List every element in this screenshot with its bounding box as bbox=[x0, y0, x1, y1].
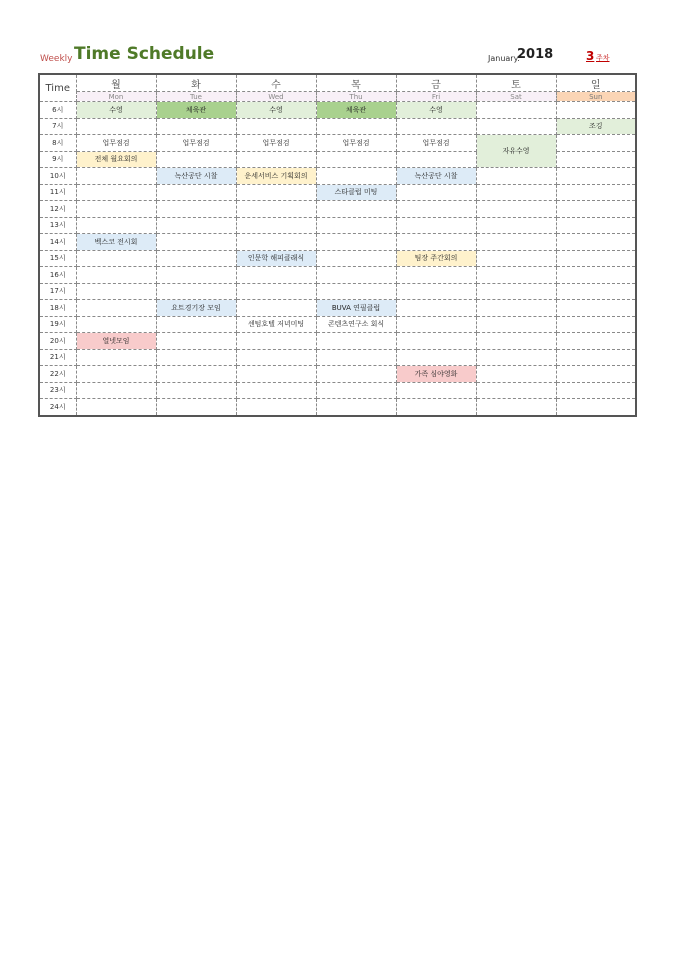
empty-cell[interactable] bbox=[556, 399, 636, 416]
day-eng-mon: Mon bbox=[76, 92, 156, 102]
event-cell[interactable]: 업무점검 bbox=[76, 135, 156, 152]
day-eng-sat: Sat bbox=[476, 92, 556, 102]
empty-cell[interactable] bbox=[556, 135, 636, 152]
event-cell[interactable]: 수영 bbox=[396, 102, 476, 119]
empty-cell[interactable] bbox=[236, 118, 316, 135]
event-cell[interactable]: 인문학 해피클래식 bbox=[236, 250, 316, 267]
time-row bbox=[39, 234, 636, 251]
day-kor-thu: 목 bbox=[316, 74, 396, 92]
empty-cell[interactable] bbox=[236, 151, 316, 168]
empty-cell[interactable] bbox=[76, 283, 156, 300]
empty-cell[interactable] bbox=[556, 217, 636, 234]
empty-cell[interactable] bbox=[156, 217, 236, 234]
event-cell[interactable]: 녹산공단 시찰 bbox=[396, 168, 476, 185]
time-label: 6시 bbox=[39, 102, 76, 119]
empty-cell[interactable] bbox=[396, 201, 476, 218]
empty-cell[interactable] bbox=[236, 399, 316, 416]
empty-cell[interactable] bbox=[476, 234, 556, 251]
empty-cell[interactable] bbox=[316, 118, 396, 135]
empty-cell[interactable] bbox=[396, 151, 476, 168]
empty-cell[interactable] bbox=[156, 283, 236, 300]
empty-cell[interactable] bbox=[156, 118, 236, 135]
event-cell[interactable]: 열넷모임 bbox=[76, 333, 156, 350]
empty-cell[interactable] bbox=[396, 333, 476, 350]
empty-cell[interactable] bbox=[476, 316, 556, 333]
empty-cell[interactable] bbox=[476, 366, 556, 383]
empty-cell[interactable] bbox=[556, 234, 636, 251]
time-label: 9시 bbox=[39, 151, 76, 168]
empty-cell[interactable] bbox=[236, 382, 316, 399]
empty-cell[interactable] bbox=[556, 168, 636, 185]
day-kor-sun: 일 bbox=[556, 74, 636, 92]
empty-cell[interactable] bbox=[316, 250, 396, 267]
event-cell[interactable]: 벡스코 전시회 bbox=[76, 234, 156, 251]
empty-cell[interactable] bbox=[76, 217, 156, 234]
day-kor-tue: 화 bbox=[156, 74, 236, 92]
event-cell[interactable]: 체육관 bbox=[316, 102, 396, 119]
empty-cell[interactable] bbox=[476, 250, 556, 267]
empty-cell[interactable] bbox=[76, 316, 156, 333]
weekly-schedule-table bbox=[38, 73, 637, 417]
time-row bbox=[39, 316, 636, 333]
day-kor-fri: 금 bbox=[396, 74, 476, 92]
empty-cell[interactable] bbox=[236, 283, 316, 300]
time-row bbox=[39, 118, 636, 135]
empty-cell[interactable] bbox=[396, 382, 476, 399]
event-cell[interactable]: 스타클럽 미팅 bbox=[316, 184, 396, 201]
time-label: 21시 bbox=[39, 349, 76, 366]
empty-cell[interactable] bbox=[236, 333, 316, 350]
empty-cell[interactable] bbox=[316, 349, 396, 366]
empty-cell[interactable] bbox=[156, 184, 236, 201]
event-cell[interactable]: 요트경기장 모임 bbox=[156, 300, 236, 317]
event-cell[interactable]: 콘텐츠연구소 회식 bbox=[316, 316, 396, 333]
empty-cell[interactable] bbox=[156, 250, 236, 267]
empty-cell[interactable] bbox=[316, 234, 396, 251]
empty-cell[interactable] bbox=[236, 217, 316, 234]
weekly-label: Weekly bbox=[40, 54, 73, 64]
empty-cell[interactable] bbox=[396, 217, 476, 234]
time-row bbox=[39, 283, 636, 300]
day-eng-row bbox=[39, 92, 636, 102]
empty-cell[interactable] bbox=[556, 283, 636, 300]
empty-cell[interactable] bbox=[76, 118, 156, 135]
time-label: 23시 bbox=[39, 382, 76, 399]
empty-cell[interactable] bbox=[396, 300, 476, 317]
time-label: 11시 bbox=[39, 184, 76, 201]
time-row bbox=[39, 300, 636, 317]
time-row bbox=[39, 382, 636, 399]
empty-cell[interactable] bbox=[76, 184, 156, 201]
empty-cell[interactable] bbox=[476, 217, 556, 234]
empty-cell[interactable] bbox=[476, 201, 556, 218]
time-row bbox=[39, 135, 636, 152]
day-eng-thu: Thu bbox=[316, 92, 396, 102]
month-label: January. bbox=[488, 54, 520, 63]
time-label: 16시 bbox=[39, 267, 76, 284]
empty-cell[interactable] bbox=[556, 349, 636, 366]
page-title: Time Schedule bbox=[74, 44, 215, 64]
time-header: Time bbox=[39, 74, 76, 102]
empty-cell[interactable] bbox=[476, 349, 556, 366]
time-label: 14시 bbox=[39, 234, 76, 251]
day-kor-sat: 토 bbox=[476, 74, 556, 92]
empty-cell[interactable] bbox=[76, 168, 156, 185]
empty-cell[interactable] bbox=[76, 349, 156, 366]
empty-cell[interactable] bbox=[316, 201, 396, 218]
empty-cell[interactable] bbox=[316, 267, 396, 284]
empty-cell[interactable] bbox=[76, 250, 156, 267]
time-row bbox=[39, 267, 636, 284]
time-label: 12시 bbox=[39, 201, 76, 218]
day-kor-wed: 수 bbox=[236, 74, 316, 92]
event-cell[interactable]: 업무점검 bbox=[156, 135, 236, 152]
event-cell[interactable]: 녹산공단 시찰 bbox=[156, 168, 236, 185]
empty-cell[interactable] bbox=[76, 300, 156, 317]
empty-cell[interactable] bbox=[316, 382, 396, 399]
empty-cell[interactable] bbox=[556, 382, 636, 399]
time-label: 7시 bbox=[39, 118, 76, 135]
week-number: 3 bbox=[586, 49, 595, 63]
empty-cell[interactable] bbox=[156, 399, 236, 416]
time-label: 17시 bbox=[39, 283, 76, 300]
empty-cell[interactable] bbox=[156, 316, 236, 333]
empty-cell[interactable] bbox=[236, 366, 316, 383]
empty-cell[interactable] bbox=[396, 267, 476, 284]
empty-cell[interactable] bbox=[236, 267, 316, 284]
event-cell[interactable]: 체육관 bbox=[156, 102, 236, 119]
empty-cell[interactable] bbox=[76, 366, 156, 383]
time-row bbox=[39, 184, 636, 201]
empty-cell[interactable] bbox=[476, 399, 556, 416]
empty-cell[interactable] bbox=[476, 283, 556, 300]
event-cell[interactable]: 조깅 bbox=[556, 118, 636, 135]
empty-cell[interactable] bbox=[556, 250, 636, 267]
empty-cell[interactable] bbox=[396, 349, 476, 366]
event-cell[interactable]: 가족 심야영화 bbox=[396, 366, 476, 383]
time-row bbox=[39, 217, 636, 234]
empty-cell[interactable] bbox=[236, 184, 316, 201]
time-label: 13시 bbox=[39, 217, 76, 234]
empty-cell[interactable] bbox=[476, 118, 556, 135]
event-cell[interactable]: 수영 bbox=[236, 102, 316, 119]
empty-cell[interactable] bbox=[76, 267, 156, 284]
week-suffix: 주차 bbox=[596, 54, 610, 62]
day-kor-mon: 월 bbox=[76, 74, 156, 92]
empty-cell[interactable] bbox=[476, 382, 556, 399]
time-row bbox=[39, 250, 636, 267]
time-label: 8시 bbox=[39, 135, 76, 152]
empty-cell[interactable] bbox=[556, 267, 636, 284]
time-label: 19시 bbox=[39, 316, 76, 333]
time-row bbox=[39, 366, 636, 383]
empty-cell[interactable] bbox=[476, 333, 556, 350]
empty-cell[interactable] bbox=[316, 399, 396, 416]
empty-cell[interactable] bbox=[476, 267, 556, 284]
empty-cell[interactable] bbox=[156, 333, 236, 350]
empty-cell[interactable] bbox=[156, 201, 236, 218]
empty-cell[interactable] bbox=[236, 349, 316, 366]
day-eng-sun: Sun bbox=[556, 92, 636, 102]
event-cell[interactable]: 자유수영 bbox=[476, 135, 556, 168]
time-row bbox=[39, 399, 636, 416]
event-cell[interactable]: 업무점검 bbox=[316, 135, 396, 152]
time-row bbox=[39, 102, 636, 119]
empty-cell[interactable] bbox=[556, 184, 636, 201]
event-cell[interactable]: 수영 bbox=[76, 102, 156, 119]
empty-cell[interactable] bbox=[396, 283, 476, 300]
empty-cell[interactable] bbox=[556, 102, 636, 119]
empty-cell[interactable] bbox=[156, 234, 236, 251]
time-label: 15시 bbox=[39, 250, 76, 267]
event-cell[interactable]: 운세서비스 기획회의 bbox=[236, 168, 316, 185]
event-cell[interactable]: 전체 월요회의 bbox=[76, 151, 156, 168]
empty-cell[interactable] bbox=[316, 366, 396, 383]
time-row bbox=[39, 201, 636, 218]
time-label: 24시 bbox=[39, 399, 76, 416]
empty-cell[interactable] bbox=[556, 201, 636, 218]
schedule-header bbox=[40, 44, 640, 70]
empty-cell[interactable] bbox=[556, 316, 636, 333]
event-cell[interactable]: 센텀호텔 저녁미팅 bbox=[236, 316, 316, 333]
empty-cell[interactable] bbox=[316, 151, 396, 168]
time-label: 22시 bbox=[39, 366, 76, 383]
time-row bbox=[39, 333, 636, 350]
event-cell[interactable]: 업무점검 bbox=[236, 135, 316, 152]
event-cell[interactable]: BUVA 연필클럽 bbox=[316, 300, 396, 317]
time-row bbox=[39, 168, 636, 185]
empty-cell[interactable] bbox=[156, 151, 236, 168]
empty-cell[interactable] bbox=[476, 102, 556, 119]
day-eng-wed: Wed bbox=[236, 92, 316, 102]
empty-cell[interactable] bbox=[316, 283, 396, 300]
empty-cell[interactable] bbox=[156, 349, 236, 366]
empty-cell[interactable] bbox=[236, 234, 316, 251]
empty-cell[interactable] bbox=[396, 316, 476, 333]
empty-cell[interactable] bbox=[316, 217, 396, 234]
event-cell[interactable]: 업무점검 bbox=[396, 135, 476, 152]
empty-cell[interactable] bbox=[396, 234, 476, 251]
empty-cell[interactable] bbox=[556, 300, 636, 317]
empty-cell[interactable] bbox=[396, 118, 476, 135]
empty-cell[interactable] bbox=[316, 333, 396, 350]
empty-cell[interactable] bbox=[236, 300, 316, 317]
empty-cell[interactable] bbox=[556, 151, 636, 168]
empty-cell[interactable] bbox=[476, 300, 556, 317]
time-label: 20시 bbox=[39, 333, 76, 350]
empty-cell[interactable] bbox=[316, 168, 396, 185]
event-cell[interactable]: 팀장 주간회의 bbox=[396, 250, 476, 267]
empty-cell[interactable] bbox=[396, 399, 476, 416]
empty-cell[interactable] bbox=[556, 333, 636, 350]
empty-cell[interactable] bbox=[156, 366, 236, 383]
empty-cell[interactable] bbox=[76, 201, 156, 218]
time-label: 18시 bbox=[39, 300, 76, 317]
year-label: 2018 bbox=[517, 47, 554, 62]
day-header-row bbox=[39, 74, 636, 92]
empty-cell[interactable] bbox=[476, 168, 556, 185]
day-eng-fri: Fri bbox=[396, 92, 476, 102]
empty-cell[interactable] bbox=[396, 184, 476, 201]
time-row bbox=[39, 349, 636, 366]
time-label: 10시 bbox=[39, 168, 76, 185]
empty-cell[interactable] bbox=[556, 366, 636, 383]
empty-cell[interactable] bbox=[476, 184, 556, 201]
empty-cell[interactable] bbox=[156, 382, 236, 399]
empty-cell[interactable] bbox=[76, 399, 156, 416]
day-eng-tue: Tue bbox=[156, 92, 236, 102]
empty-cell[interactable] bbox=[76, 382, 156, 399]
empty-cell[interactable] bbox=[156, 267, 236, 284]
empty-cell[interactable] bbox=[236, 201, 316, 218]
